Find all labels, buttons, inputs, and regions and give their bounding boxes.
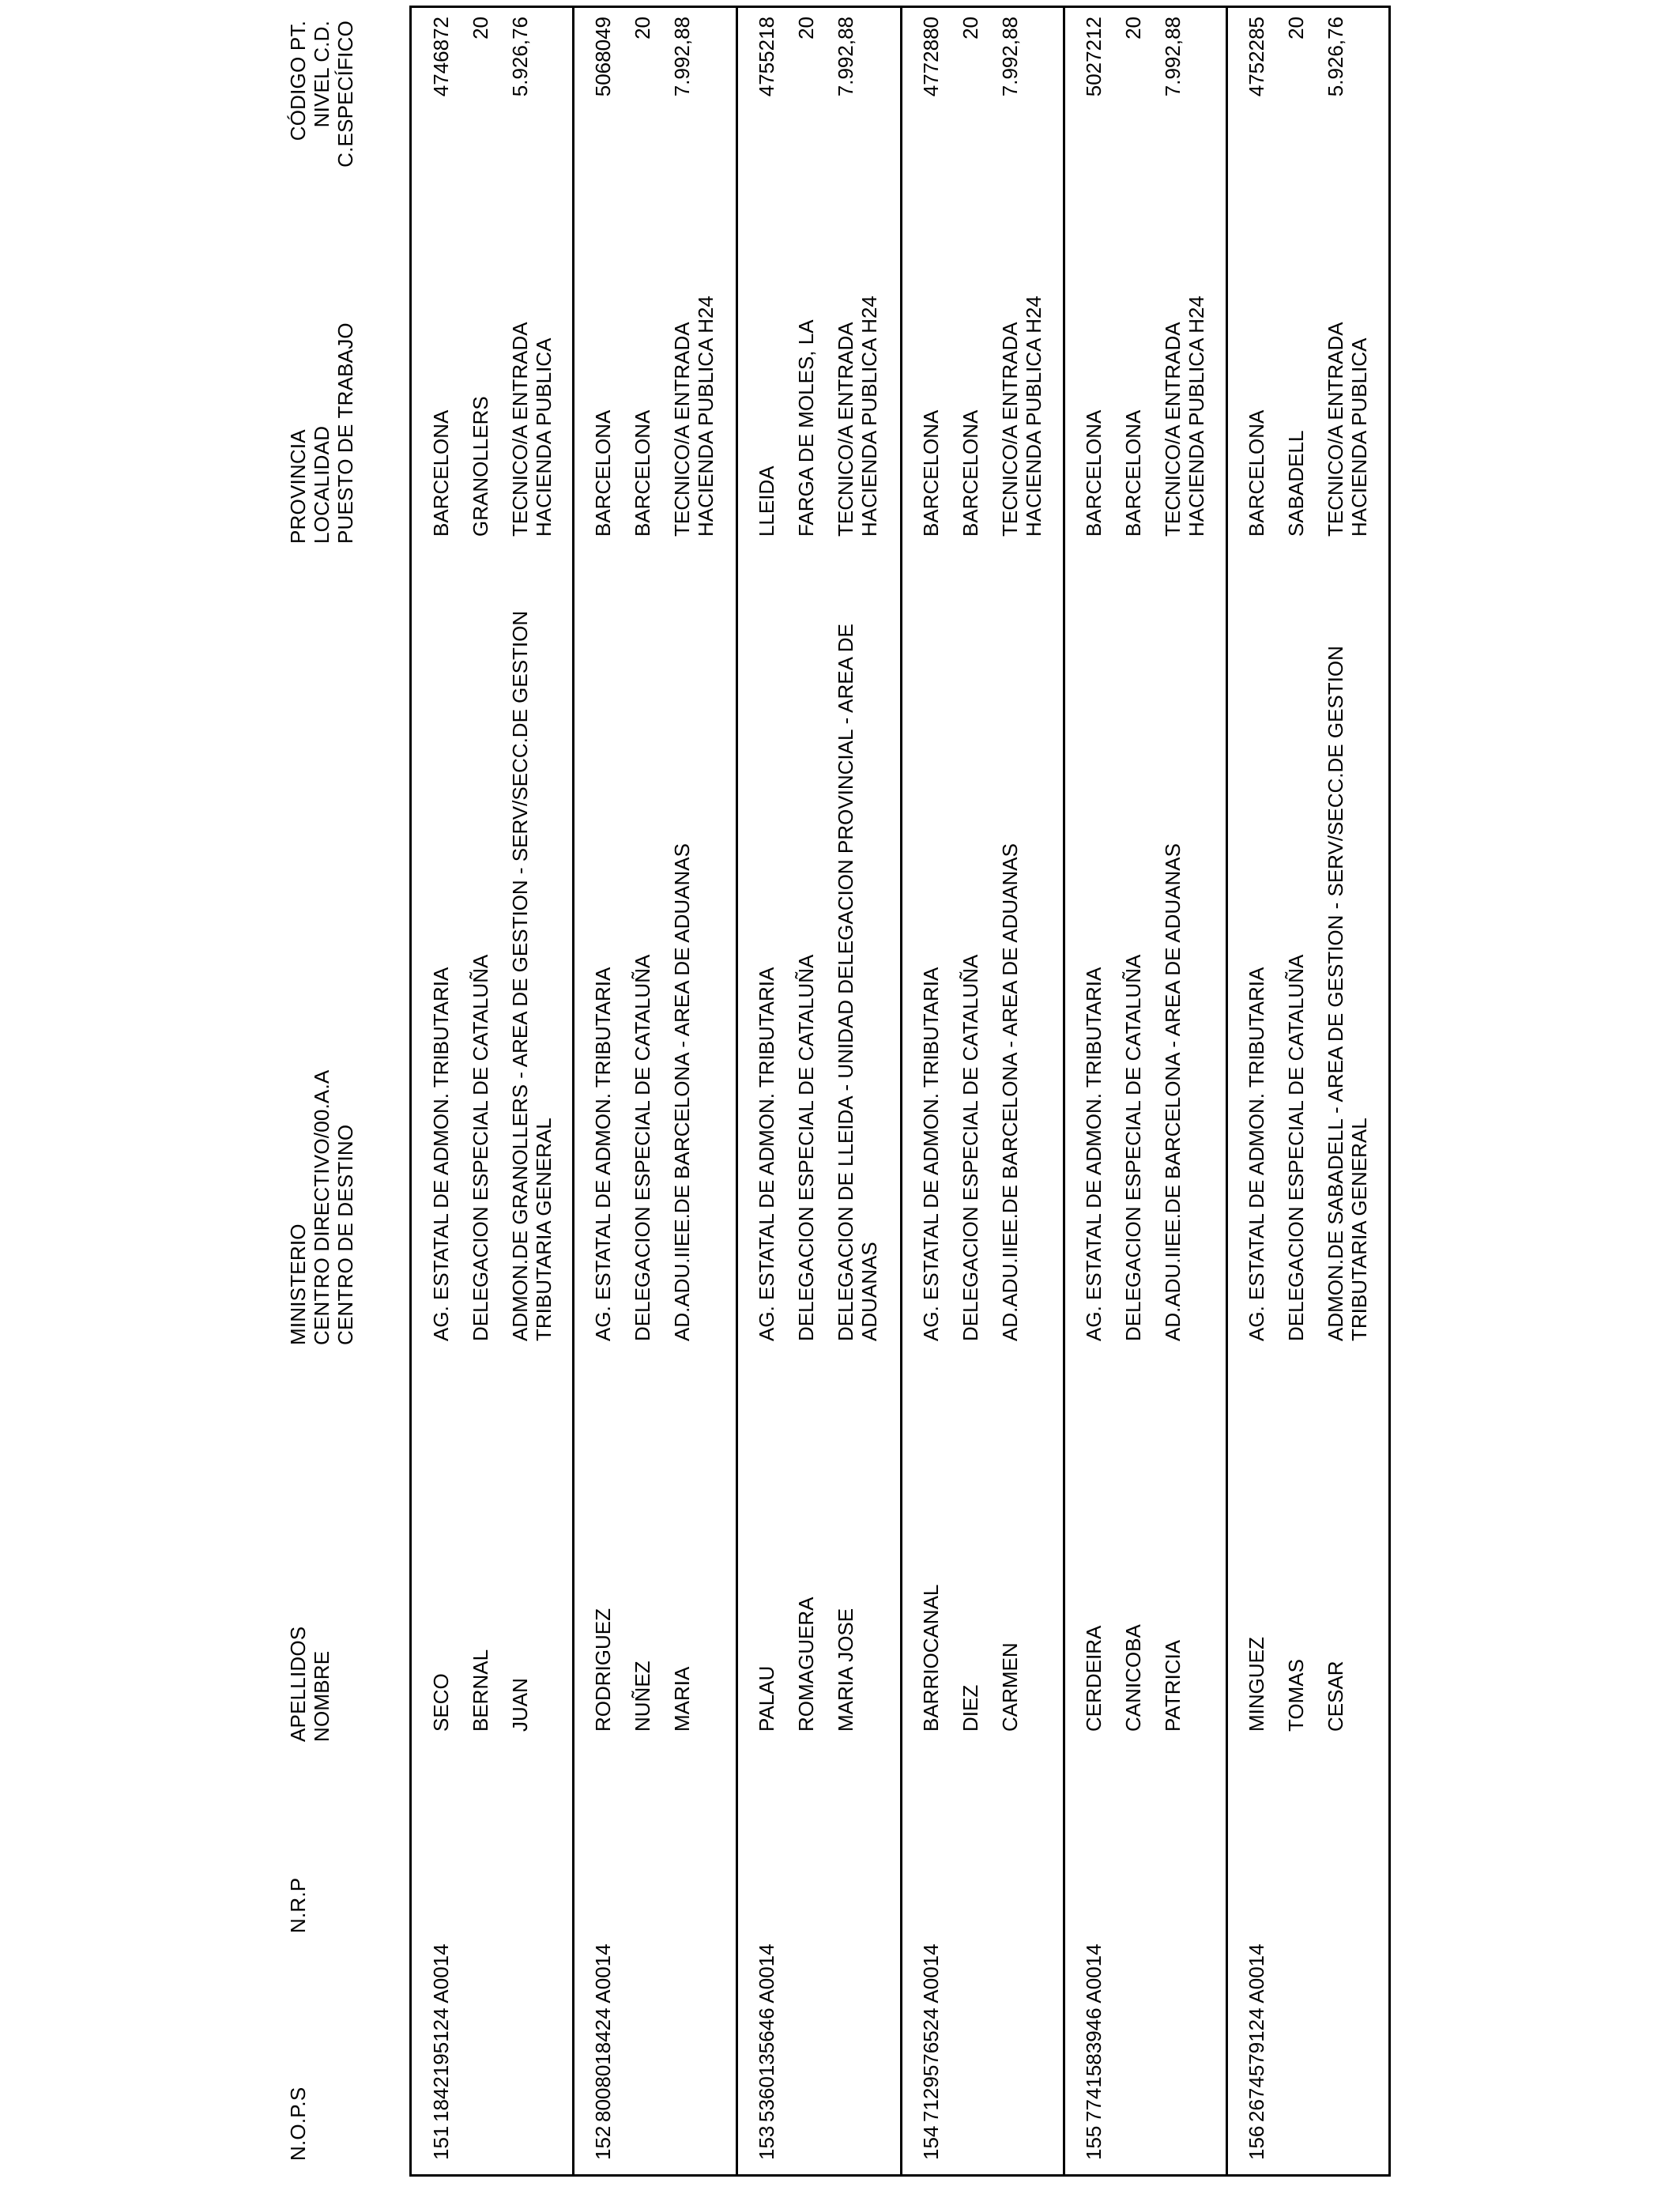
especifico-cell: 7.992,88 bbox=[1161, 17, 1185, 97]
table-row bbox=[412, 8, 570, 2174]
nops-cell: 154 bbox=[919, 2125, 943, 2160]
apellido1-cell: SECO bbox=[429, 1673, 453, 1732]
header-nops: N.O.P.S bbox=[286, 2087, 310, 2161]
centro-directivo-cell: DELEGACION ESPECIAL DE CATALUÑA bbox=[469, 954, 492, 1341]
especifico-cell: 7.992,88 bbox=[670, 17, 694, 97]
nops-cell: 151 bbox=[429, 2125, 453, 2160]
provincia-cell: BARCELONA bbox=[429, 409, 453, 537]
nombre-cell: CESAR bbox=[1324, 1661, 1347, 1732]
especifico-cell: 5.926,76 bbox=[1324, 17, 1347, 97]
header-nrp: N.R.P bbox=[286, 1877, 310, 1933]
provincia-cell: LLEIDA bbox=[755, 466, 778, 537]
nombre-cell: CARMEN bbox=[998, 1642, 1022, 1732]
header-ministerio: MINISTERIO CENTRO DIRECTIVO/00.A.A CENTRO DE DESTINO bbox=[286, 1069, 357, 1345]
apellido2-cell: ROMAGUERA bbox=[794, 1596, 818, 1732]
apellido1-cell: CERDEIRA bbox=[1082, 1625, 1106, 1732]
row-divider bbox=[1226, 8, 1228, 2174]
centro-directivo-cell: DELEGACION ESPECIAL DE CATALUÑA bbox=[1121, 954, 1145, 1341]
centro-directivo-cell: DELEGACION ESPECIAL DE CATALUÑA bbox=[631, 954, 654, 1341]
ministerio-cell: AG. ESTATAL DE ADMON. TRIBUTARIA bbox=[429, 967, 453, 1341]
localidad-cell: GRANOLLERS bbox=[469, 396, 492, 537]
codigo-cell: 4772880 bbox=[919, 17, 943, 97]
nombre-cell: PATRICIA bbox=[1161, 1639, 1185, 1732]
provincia-cell: BARCELONA bbox=[919, 409, 943, 537]
provincia-cell: BARCELONA bbox=[1245, 409, 1268, 537]
ministerio-cell: AG. ESTATAL DE ADMON. TRIBUTARIA bbox=[755, 967, 778, 1341]
centro-destino-cell: ADMON.DE GRANOLLERS - AREA DE GESTION - SERV/SECC.DE GESTION TRIBUTARIA GENERAL bbox=[508, 610, 556, 1341]
nivel-cell: 20 bbox=[1284, 17, 1308, 40]
codigo-cell: 4752285 bbox=[1245, 17, 1268, 97]
nrp-cell: 5360135646 A0014 bbox=[755, 1943, 778, 2122]
row-divider bbox=[736, 8, 738, 2174]
puesto-cell: TECNICO/A ENTRADA HACIENDA PUBLICA bbox=[1324, 322, 1371, 537]
apellido1-cell: MINGUEZ bbox=[1245, 1637, 1268, 1732]
table-row bbox=[1227, 8, 1385, 2174]
centro-directivo-cell: DELEGACION ESPECIAL DE CATALUÑA bbox=[794, 954, 818, 1341]
nombre-cell: MARIA bbox=[670, 1666, 694, 1732]
results-table bbox=[409, 6, 1391, 2177]
especifico-cell: 7.992,88 bbox=[998, 17, 1022, 97]
nrp-cell: 2674579124 A0014 bbox=[1245, 1943, 1268, 2122]
centro-destino-cell: AD.ADU.IIEE.DE BARCELONA - AREA DE ADUANAS bbox=[670, 843, 694, 1341]
centro-directivo-cell: DELEGACION ESPECIAL DE CATALUÑA bbox=[1284, 954, 1308, 1341]
nivel-cell: 20 bbox=[631, 17, 654, 40]
header-codigo: CÓDIGO PT. NIVEL C.D. C.ESPECÍFICO bbox=[286, 21, 357, 168]
nrp-cell: 7129576524 A0014 bbox=[919, 1943, 943, 2122]
header-apellidos: APELLIDOS NOMBRE bbox=[286, 1626, 333, 1742]
table-row bbox=[737, 8, 895, 2174]
nombre-cell: MARIA JOSE bbox=[834, 1608, 857, 1732]
apellido2-cell: CANICOBA bbox=[1121, 1624, 1145, 1732]
localidad-cell: FARGA DE MOLES, LA bbox=[794, 319, 818, 537]
centro-destino-cell: AD.ADU.IIEE.DE BARCELONA - AREA DE ADUANAS bbox=[1161, 843, 1185, 1341]
apellido2-cell: TOMAS bbox=[1284, 1659, 1308, 1732]
codigo-cell: 4755218 bbox=[755, 17, 778, 97]
apellido1-cell: BARRIOCANAL bbox=[919, 1584, 943, 1732]
localidad-cell: BARCELONA bbox=[1121, 409, 1145, 537]
provincia-cell: BARCELONA bbox=[1082, 409, 1106, 537]
row-divider bbox=[900, 8, 902, 2174]
provincia-cell: BARCELONA bbox=[591, 409, 615, 537]
puesto-cell: TECNICO/A ENTRADA HACIENDA PUBLICA H24 bbox=[998, 296, 1045, 537]
localidad-cell: BARCELONA bbox=[631, 409, 654, 537]
especifico-cell: 7.992,88 bbox=[834, 17, 857, 97]
puesto-cell: TECNICO/A ENTRADA HACIENDA PUBLICA bbox=[508, 322, 556, 537]
puesto-cell: TECNICO/A ENTRADA HACIENDA PUBLICA H24 bbox=[834, 296, 881, 537]
ministerio-cell: AG. ESTATAL DE ADMON. TRIBUTARIA bbox=[1082, 967, 1106, 1341]
ministerio-cell: AG. ESTATAL DE ADMON. TRIBUTARIA bbox=[1245, 967, 1268, 1341]
apellido2-cell: BERNAL bbox=[469, 1649, 492, 1732]
nivel-cell: 20 bbox=[959, 17, 982, 40]
centro-destino-cell: ADMON.DE SABADELL - AREA DE GESTION - SERV/SECC.DE GESTION TRIBUTARIA GENERAL bbox=[1324, 646, 1371, 1341]
localidad-cell: BARCELONA bbox=[959, 409, 982, 537]
nops-cell: 153 bbox=[755, 2125, 778, 2160]
nrp-cell: 1842195124 A0014 bbox=[429, 1943, 453, 2122]
localidad-cell: SABADELL bbox=[1284, 430, 1308, 537]
apellido2-cell: DIEZ bbox=[959, 1684, 982, 1732]
centro-destino-cell: DELEGACION DE LLEIDA - UNIDAD DELEGACION PROVINCIAL - AREA DE ADUANAS bbox=[834, 624, 881, 1341]
centro-directivo-cell: DELEGACION ESPECIAL DE CATALUÑA bbox=[959, 954, 982, 1341]
table-row bbox=[574, 8, 732, 2174]
nivel-cell: 20 bbox=[1121, 17, 1145, 40]
puesto-cell: TECNICO/A ENTRADA HACIENDA PUBLICA H24 bbox=[670, 296, 718, 537]
centro-destino-cell: AD.ADU.IIEE.DE BARCELONA - AREA DE ADUANAS bbox=[998, 843, 1022, 1341]
nops-cell: 155 bbox=[1082, 2125, 1106, 2160]
especifico-cell: 5.926,76 bbox=[508, 17, 532, 97]
apellido2-cell: NUÑEZ bbox=[631, 1661, 654, 1732]
ministerio-cell: AG. ESTATAL DE ADMON. TRIBUTARIA bbox=[591, 967, 615, 1341]
codigo-cell: 5027212 bbox=[1082, 17, 1106, 97]
nombre-cell: JUAN bbox=[508, 1678, 532, 1732]
codigo-cell: 4746872 bbox=[429, 17, 453, 97]
header-provincia: PROVINCIA LOCALIDAD PUESTO DE TRABAJO bbox=[286, 322, 357, 544]
codigo-cell: 5068049 bbox=[591, 17, 615, 97]
nops-cell: 156 bbox=[1245, 2125, 1268, 2160]
nrp-cell: 8008018424 A0014 bbox=[591, 1943, 615, 2122]
nivel-cell: 20 bbox=[794, 17, 818, 40]
row-divider bbox=[572, 8, 574, 2174]
table-row bbox=[902, 8, 1060, 2174]
ministerio-cell: AG. ESTATAL DE ADMON. TRIBUTARIA bbox=[919, 967, 943, 1341]
nivel-cell: 20 bbox=[469, 17, 492, 40]
nops-cell: 152 bbox=[591, 2125, 615, 2160]
row-divider bbox=[1063, 8, 1065, 2174]
puesto-cell: TECNICO/A ENTRADA HACIENDA PUBLICA H24 bbox=[1161, 296, 1208, 537]
apellido1-cell: RODRIGUEZ bbox=[591, 1608, 615, 1732]
apellido1-cell: PALAU bbox=[755, 1665, 778, 1732]
nrp-cell: 7741583946 A0014 bbox=[1082, 1943, 1106, 2122]
table-row bbox=[1064, 8, 1222, 2174]
